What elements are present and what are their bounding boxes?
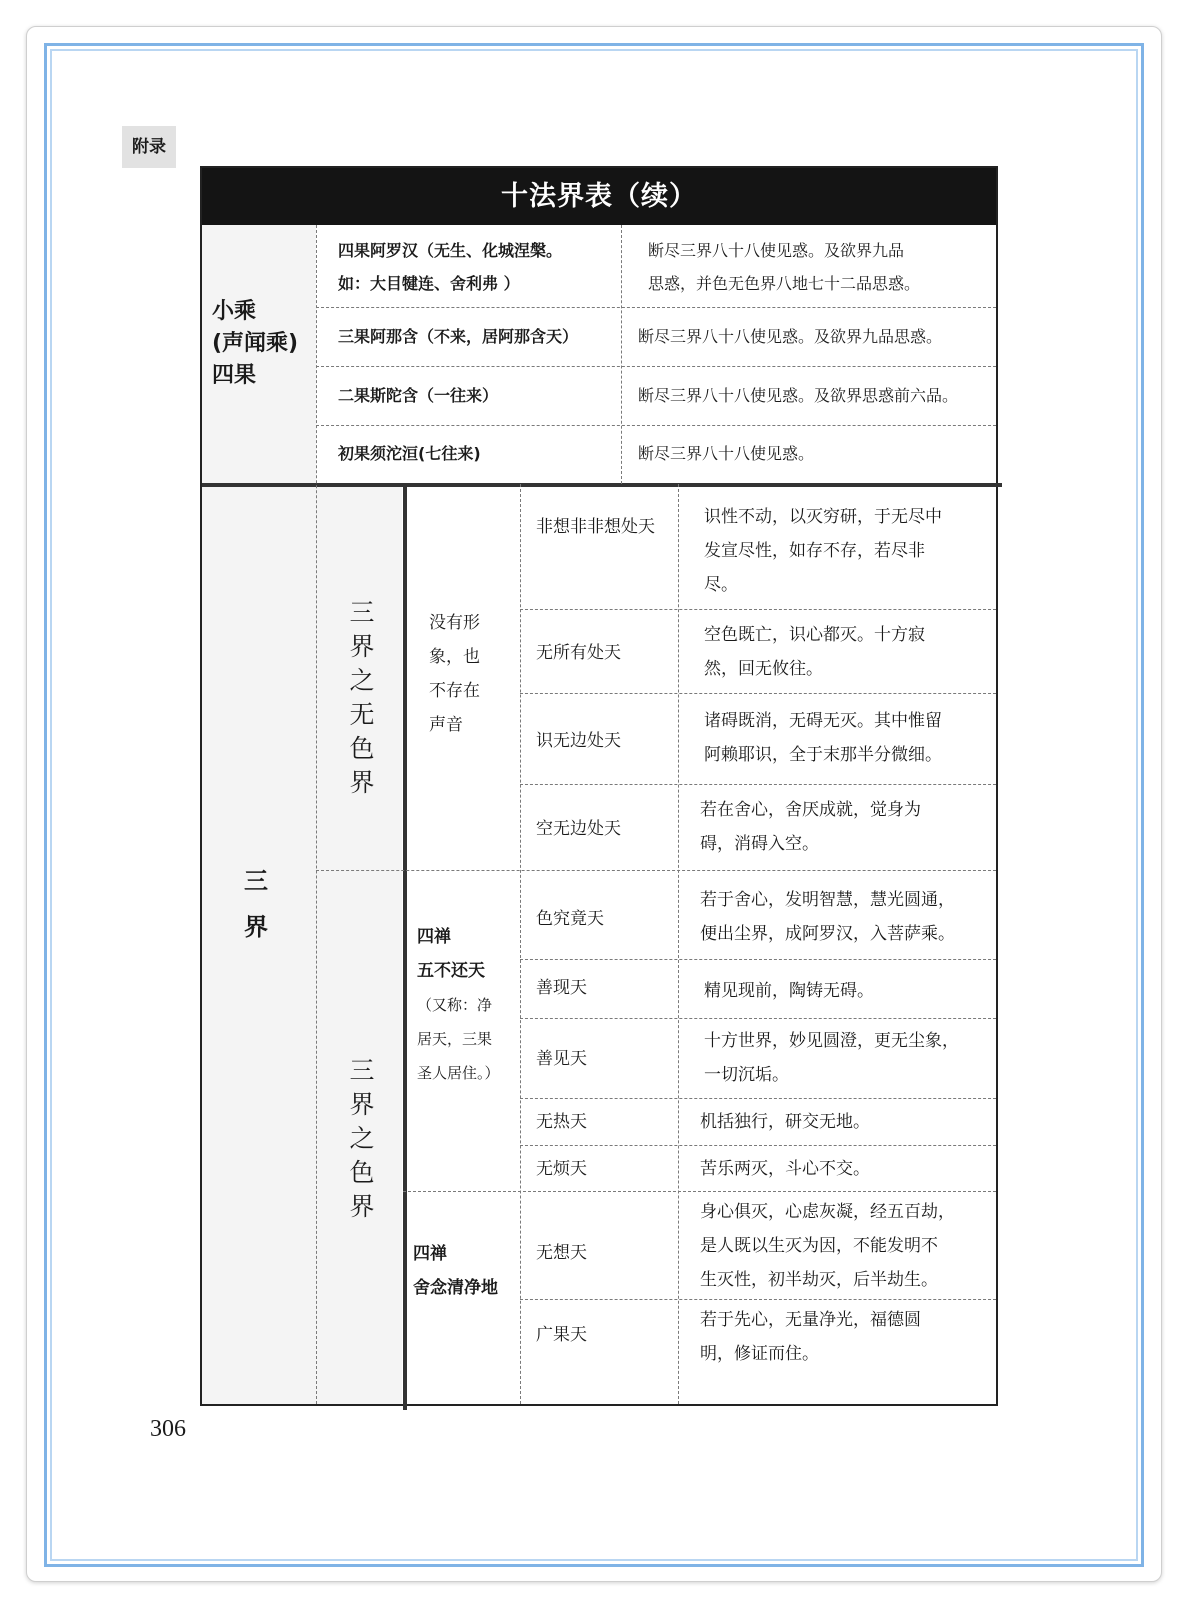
fruit-desc-3: 断尽三界八十八使见惑。及欲界九品思惑。	[638, 327, 943, 346]
fruit-name-4: 四果阿罗汉（无生、化城涅槃。 如：大目犍连、舍利弗 ）	[338, 241, 563, 293]
running-head: 附录	[122, 126, 176, 168]
heaven-desc: 诸碍既消，无碍无灭。其中惟留 阿赖耶识，全于末那半分微细。	[704, 711, 942, 765]
heaven-name: 识无边处天	[536, 731, 621, 751]
heaven-desc: 身心俱灭，心虑灰凝，经五百劫， 是人既以生灭为因，不能发明不 生灭性，初半劫灭，后半劫生。	[700, 1202, 955, 1290]
heaven-desc: 精见现前，陶铸无碍。	[704, 981, 874, 1001]
heaven-name: 善现天	[536, 978, 587, 998]
heaven-name: 空无边处天	[536, 819, 621, 839]
heaven-name: 无烦天	[536, 1159, 587, 1179]
heaven-desc: 若于舍心，发明智慧，慧光圆通， 便出尘界，成阿罗汉，入菩萨乘。	[700, 890, 955, 944]
fruit-name-1: 初果须沱洹(七往来)	[338, 444, 481, 463]
heaven-desc: 十方世界，妙见圆澄，更无尘象， 一切沉垢。	[704, 1031, 959, 1085]
wuse-realm-label: 三 界 之 无 色 界	[349, 598, 375, 797]
se-group1-title: 四禅 五不还天	[417, 927, 485, 981]
ten-dharma-realms-table	[200, 166, 998, 1406]
heaven-desc: 苦乐两灭，斗心不交。	[700, 1159, 870, 1179]
page-number: 306	[150, 1416, 186, 1442]
heaven-name: 非想非非想处天	[536, 517, 655, 537]
table-title: 十法界表（续）	[501, 181, 697, 212]
fruit-name-3: 三果阿那含（不来，居阿那含天）	[338, 327, 579, 346]
heaven-name: 无想天	[536, 1243, 587, 1263]
fruit-desc-1: 断尽三界八十八使见惑。	[638, 444, 815, 463]
sanjie-label: 三 界	[244, 867, 268, 941]
heaven-name: 无所有处天	[536, 643, 621, 663]
xiaocheng-label: 小乘 (声闻乘) 四果	[212, 299, 299, 388]
heaven-desc: 空色既亡，识心都灭。十方寂 然，回无攸往。	[704, 625, 925, 679]
heaven-name: 广果天	[536, 1325, 587, 1345]
heaven-name: 色究竟天	[536, 909, 604, 929]
heaven-desc: 机括独行，研交无地。	[700, 1112, 870, 1132]
se-group2-title: 四禅 舍念清净地	[413, 1244, 498, 1298]
fruit-desc-2: 断尽三界八十八使见惑。及欲界思惑前六品。	[638, 386, 959, 405]
heaven-name: 无热天	[536, 1112, 587, 1132]
fruit-name-2: 二果斯陀含（一往来）	[338, 386, 499, 405]
se-realm-label: 三 界 之 色 界	[349, 1056, 375, 1221]
fruit-desc-4: 断尽三界八十八使见惑。及欲界九品 思惑，并色无色界八地七十二品思惑。	[648, 241, 921, 293]
heaven-desc: 若于先心，无量净光，福德圆 明，修证而住。	[700, 1310, 921, 1364]
heaven-desc: 若在舍心，舍厌成就，觉身为 碍，消碍入空。	[700, 800, 921, 854]
se-group1-note: （又称：净 居天，三果 圣人居住。）	[417, 996, 500, 1082]
heaven-name: 善见天	[536, 1049, 587, 1069]
wuse-sub-description: 没有形 象，也 不存在 声音	[429, 613, 480, 735]
heaven-desc: 识性不动，以灭穷研，于无尽中 发宣尽性，如存不存，若尽非 尽。	[704, 507, 942, 595]
